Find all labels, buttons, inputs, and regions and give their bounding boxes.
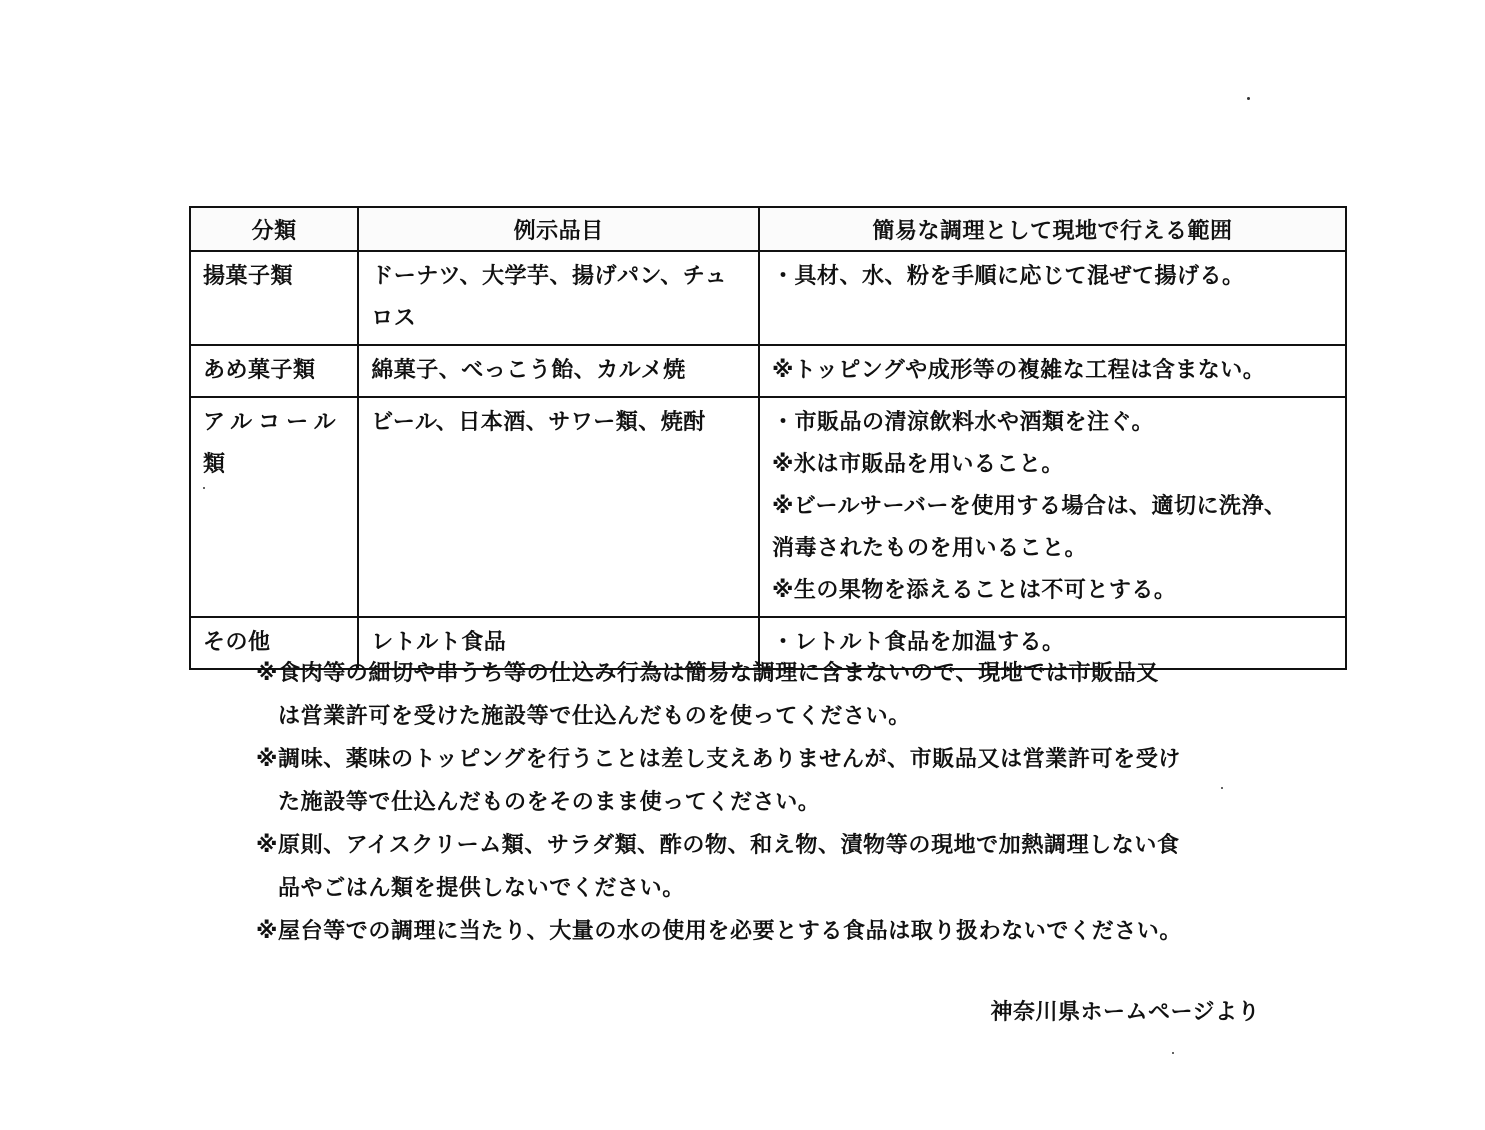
notes-section: [256, 652, 1266, 953]
header-category: 分類: [190, 207, 358, 251]
note-item: [256, 738, 1266, 824]
items-text: ロス: [371, 306, 417, 331]
items-cell: [358, 345, 759, 397]
note-text: ※原則、アイスクリーム類、サラダ類、酢の物、和え物、漬物等の現地で加熱調理しない食: [256, 833, 1180, 858]
header-example-items: 例示品目: [358, 207, 759, 251]
scope-text: ※ビールサーバーを使用する場合は、適切に洗浄、: [771, 494, 1287, 519]
scan-speck: [203, 487, 205, 489]
scope-text: 消毒されたものを用いること。: [771, 536, 1087, 561]
header-cooking-scope: 簡易な調理として現地で行える範囲: [759, 207, 1346, 251]
table-row: [190, 251, 1346, 345]
scope-text: ※生の果物を添えることは不可とする。: [771, 578, 1177, 603]
items-cell: [358, 397, 759, 617]
scan-speck: [1172, 1052, 1174, 1054]
category-label: 揚菓子類: [203, 264, 294, 289]
note-text: ※食肉等の細切や串うち等の仕込み行為は簡易な調理に含まないので、現地では市販品又: [256, 661, 1159, 686]
items-text: ドーナツ、大学芋、揚げパン、チュ: [371, 264, 728, 289]
source-credit: 神奈川県ホームページより: [990, 1000, 1260, 1025]
scope-text: ※氷は市販品を用いること。: [771, 452, 1064, 477]
scope-cell: [759, 345, 1346, 397]
items-text: レトルト食品: [371, 630, 507, 655]
table-row: [190, 397, 1346, 617]
items-text: 綿菓子、べっこう飴、カルメ焼: [371, 358, 686, 383]
scope-text: ・市販品の清涼飲料水や酒類を注ぐ。: [771, 410, 1155, 435]
note-item: [256, 652, 1266, 738]
scope-text: ・具材、水、粉を手順に応じて混ぜて揚げる。: [771, 264, 1245, 289]
scope-text: ※トッピングや成形等の複雑な工程は含まない。: [771, 358, 1266, 383]
note-item: [256, 824, 1266, 910]
items-text: ビール、日本酒、サワー類、焼酎: [371, 410, 706, 435]
table-header-row: [190, 207, 1346, 251]
note-text: ※屋台等での調理に当たり、大量の水の使用を必要とする食品は取り扱わないでください。: [256, 919, 1182, 944]
note-text: ※調味、薬味のトッピングを行うことは差し支えありませんが、市販品又は営業許可を受け: [256, 747, 1181, 772]
simple-cooking-table: [189, 206, 1347, 670]
scan-speck: [1221, 787, 1223, 789]
note-text: 品やごはん類を提供しないでください。: [278, 876, 685, 901]
category-label: アルコール: [203, 410, 342, 435]
category-label: 類: [203, 452, 226, 477]
category-label: その他: [203, 630, 271, 655]
category-cell: [190, 251, 358, 345]
category-cell: [190, 397, 358, 617]
note-text: は営業許可を受けた施設等で仕込んだものを使ってください。: [278, 704, 911, 729]
scope-text: ・レトルト食品を加温する。: [771, 630, 1065, 655]
scan-speck: [1247, 97, 1250, 100]
category-label: あめ菓子類: [203, 358, 316, 383]
items-cell: [358, 251, 759, 345]
note-text: た施設等で仕込んだものをそのまま使ってください。: [278, 790, 821, 815]
table-row: [190, 345, 1346, 397]
note-item: [256, 910, 1266, 953]
scope-cell: [759, 251, 1346, 345]
scope-cell: [759, 397, 1346, 617]
category-cell: [190, 345, 358, 397]
